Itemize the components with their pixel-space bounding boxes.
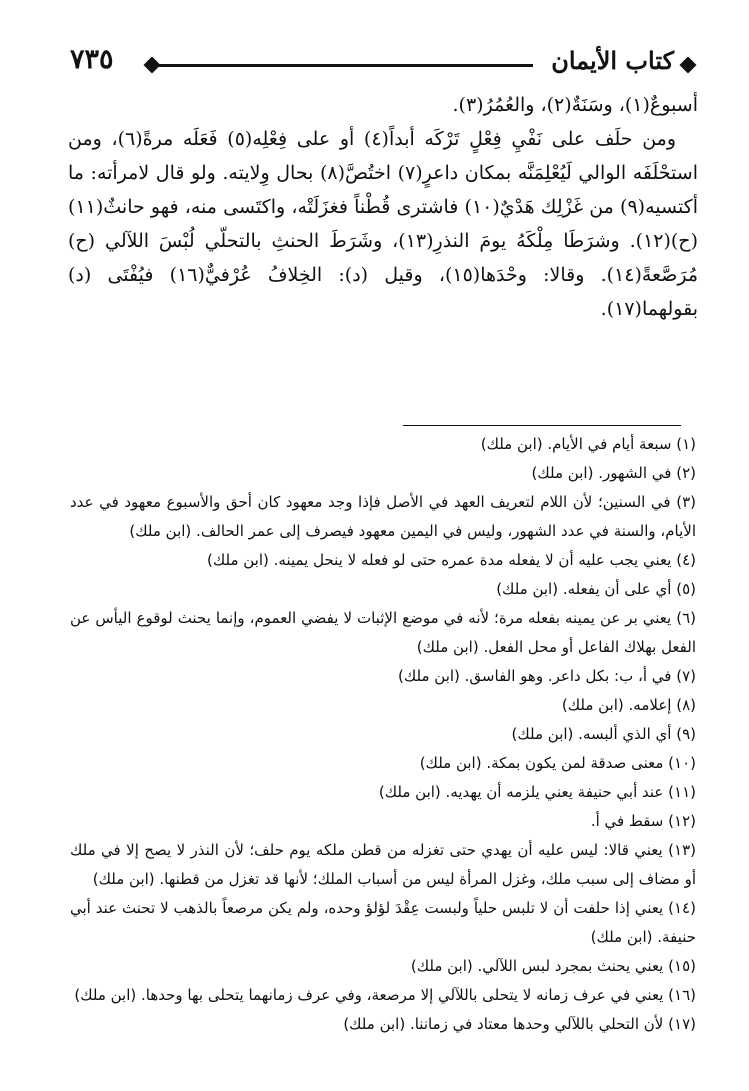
book-title: كتاب الأيمان	[551, 46, 674, 75]
footnote-text: في السنين؛ لأن اللام لتعريف العهد في الأصل فإذا وجد معهود كان أحق والأسبوع معهود في عدد الأيام، والسنة في عدد الشهور، وليس في اليمين معهود فيصرف إلى عمر الحالف. (ابن ملك)	[70, 493, 696, 540]
footnote	[70, 459, 696, 488]
footnote-number: (١٢)	[668, 812, 696, 830]
footnote	[70, 691, 696, 720]
footnote-number: (١٣)	[668, 841, 696, 859]
footnote	[70, 836, 696, 894]
page-number: ٧٣٥	[70, 44, 114, 75]
footnote-number: (١)	[676, 435, 696, 453]
footnote-text: يعني يجب عليه أن لا يفعله مدة عمره حتى لو فعله لا ينحل يمينه. (ابن ملك)	[206, 551, 672, 569]
footnote-text: معنى صدقة لمن يكون بمكة. (ابن ملك)	[419, 754, 664, 772]
footnote-number: (٣)	[676, 493, 696, 511]
footnote	[70, 430, 696, 459]
footnote	[70, 952, 696, 981]
footnote-number: (٧)	[676, 667, 696, 685]
footnote-text: في الشهور. (ابن ملك)	[531, 464, 672, 482]
main-paragraph: ومن حلَف على نَفْيِ فِعْلٍ تَرْكَه أبداً(٤) أو على فِعْلِه(٥) فَعَلَه مرةً(٦)، ومن استحْلَفَه الوالي لَيُعْلِمَنَّه بمكان داعرٍ(٧) اختُصَّ(٨) بحال وِلايته. ولو قال لامرأته: ما أكتسيه(٩) من غَزْلِك هَدْيٌ(١٠) فاشترى قُطْناً فغزَلَتْه، واكتَسى منه، فهو حانثٌ(١١) (ح)(١٢). وشرَطَا مِلْكَهُ يومَ النذرِ(١٣)، وشَرَطَ الحنثِ بالتحلّي لُبْسَ اللآلي (ح) مُرَصَّعةً(١٤). وقالا: وحْدَها(١٥)، وقيل (د): الخِلافُ عُرْفيٌّ(١٦) فيُفْتَى (د) بقولهما(١٧).	[68, 128, 699, 320]
footnote	[70, 546, 696, 575]
footnote-text: عند أبي حنيفة يعني يلزمه أن يهديه. (ابن ملك)	[378, 783, 664, 801]
footnote-text: في أ، ب: بكل داعر. وهو الفاسق. (ابن ملك)	[398, 667, 672, 685]
footnote-text: يعني في عرف زمانه لا يتحلى باللآلي إلا مرصعة، وفي عرف زمانهما يتحلى بها وحدها. (ابن ملك)	[74, 986, 664, 1004]
footnote-number: (١٧)	[668, 1015, 696, 1033]
footnote	[70, 807, 696, 836]
footnote-number: (١٥)	[668, 957, 696, 975]
footnote-number: (١٤)	[668, 899, 696, 917]
footnote-number: (٩)	[676, 725, 696, 743]
footnote-text: سقط في أ.	[590, 812, 664, 830]
footnote-text: يعني بر عن يمينه بفعله مرة؛ لأنه في موضع الإثبات لا يفضي العموم، وإنما يحنث لوقوع اليأس عن الفعل بهلاك الفاعل أو محل الفعل. (ابن ملك)	[70, 609, 696, 656]
footnote-text: أي الذي ألبسه. (ابن ملك)	[511, 725, 672, 743]
footnote-text: أي على أن يفعله. (ابن ملك)	[496, 580, 672, 598]
footnote	[70, 720, 696, 749]
footnote	[70, 662, 696, 691]
footnote-number: (١٠)	[668, 754, 696, 772]
footnote-number: (٦)	[676, 609, 696, 627]
footnotes	[70, 430, 696, 1039]
footnote	[70, 604, 696, 662]
footnote-text: سبعة أيام في الأيام. (ابن ملك)	[480, 435, 672, 453]
header-rule	[156, 64, 533, 67]
footnote-text: يعني قالا: ليس عليه أن يهدي حتى تغزله من قطن ملكه يوم حلف؛ لأن النذر لا يصح إلا في ملك أو مضاف إلى سبب ملك، وغزل المرأة ليس من أسباب الملك؛ لأنها قد تغزل من قطنها. (ابن ملك)	[70, 841, 696, 888]
main-text	[68, 88, 698, 326]
footnote-number: (١١)	[668, 783, 696, 801]
footnote-text: لأن التحلي باللآلي وحدها معتاد في زماننا. (ابن ملك)	[343, 1015, 664, 1033]
footnote	[70, 488, 696, 546]
footnote	[70, 981, 696, 1010]
page-header	[58, 44, 698, 84]
footnote-number: (٢)	[676, 464, 696, 482]
diamond-ornament-icon	[680, 57, 697, 74]
footnote-number: (١٦)	[668, 986, 696, 1004]
footnote	[70, 1010, 696, 1039]
footnote-text: يعني يحنث بمجرد لبس اللآلي. (ابن ملك)	[410, 957, 664, 975]
footnote-separator	[403, 425, 681, 426]
footnote-number: (٤)	[676, 551, 696, 569]
main-paragraph: أسبوعٌ(١)، وسَنَةٌ(٢)، والعُمُرُ(٣).	[452, 94, 698, 116]
footnote	[70, 894, 696, 952]
footnote	[70, 778, 696, 807]
footnote-number: (٨)	[676, 696, 696, 714]
footnote	[70, 575, 696, 604]
footnote	[70, 749, 696, 778]
footnote-text: يعني إذا حلفت أن لا تلبس حلياً ولبست عِقْدَ لؤلؤ وحده، ولم يكن مرصعاً بالذهب لا تحنث عند أبي حنيفة. (ابن ملك)	[70, 899, 696, 946]
footnote-number: (٥)	[676, 580, 696, 598]
footnote-text: إعلامه. (ابن ملك)	[561, 696, 672, 714]
